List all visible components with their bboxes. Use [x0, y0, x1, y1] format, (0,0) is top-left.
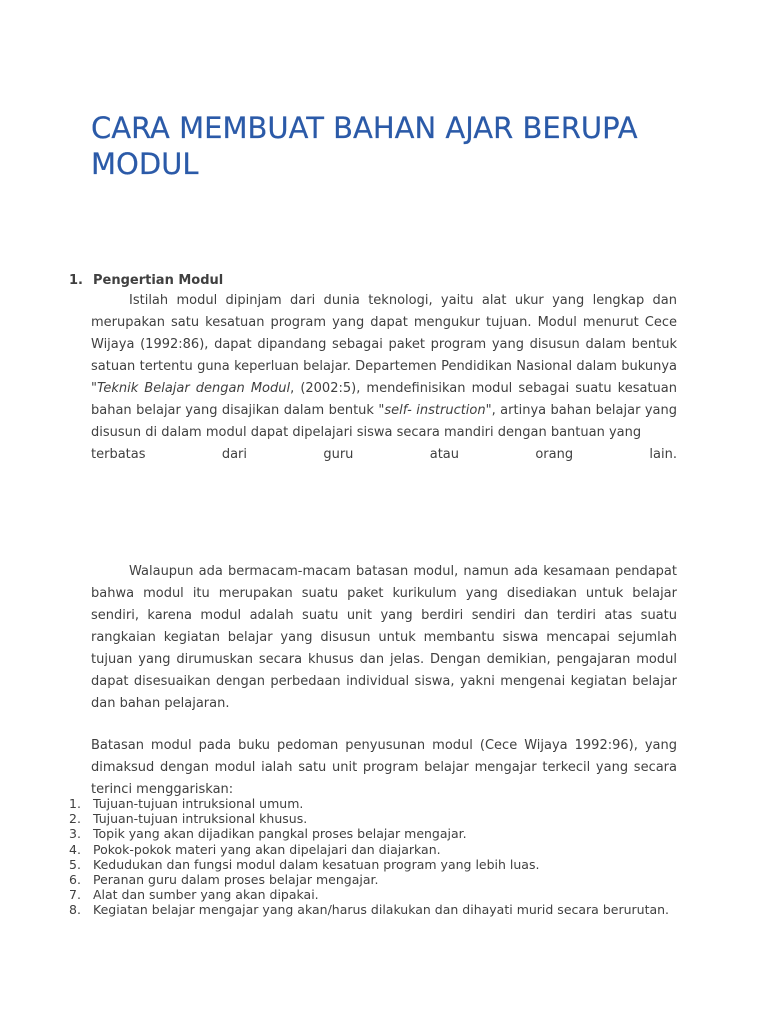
- list-item: 5. Kedudukan dan fungsi modul dalam kesatuan program yang lebih luas.: [69, 856, 540, 872]
- paragraph1-part1: Istilah modul dipinjam dari dunia teknologi, yaitu alat ukur yang lengkap dan merupakan satu kesatuan program yang dapat mengukur tujuan. Modul menurut Cece Wijaya (1992:86), dapat dipandang sebagai paket program yang disusun dalam bentuk satuan tertentu guna keperluan belajar. Departemen Pendidikan Nasional dalam bukunya ": [91, 293, 677, 396]
- document-title: CARA MEMBUAT BAHAN AJAR BERUPA MODUL: [91, 111, 638, 181]
- section-title: Pengertian Modul: [93, 273, 224, 288]
- list-item: 6. Peranan guru dalam proses belajar mengajar.: [69, 872, 379, 888]
- list-item: 8. Kegiatan belajar mengajar yang akan/harus dilakukan dan dihayati murid secara berurutan.: [69, 902, 670, 918]
- paragraph2-text: Walaupun ada bermacam-macam batasan modul, namun ada kesamaan pendapat bahwa modul itu merupakan suatu paket kurikulum yang disediakan untuk belajar sendiri, karena modul adalah suatu unit yang berdiri sendiri dan terdiri atas suatu rangkaian kegiatan belajar yang disusun untuk membantu siswa mencapai sejumlah tujuan yang dirumuskan secara khusus dan jelas. Dengan demikian, pengajaran modul dapat disesuaikan dengan perbedaan individual siswa, yakni mengenai kegiatan belajar dan bahan pelajaran.: [91, 564, 677, 711]
- paragraph1-book-title: Teknik Belajar dengan Modul: [96, 381, 291, 396]
- paragraph1-term: self- instruction: [384, 403, 486, 418]
- paragraph1-last-line: terbatas dari guru atau orang lain.: [91, 447, 677, 462]
- list-item: 7. Alat dan sumber yang akan dipakai.: [69, 887, 319, 903]
- paragraph1-part2: , (2002:5), mendefinisikan modul sebagai suatu kesatuan bahan belajar yang disajikan dalam bentuk ": [91, 381, 678, 418]
- section-number: 1.: [69, 273, 83, 288]
- paragraph-definition: [91, 290, 677, 466]
- paragraph-variations: [91, 561, 677, 715]
- section-heading: [69, 271, 223, 291]
- list-item: 4. Pokok-pokok materi yang akan dipelajari dan diajarkan.: [69, 841, 441, 857]
- list-item: 2. Tujuan-tujuan intruksional khusus.: [69, 811, 308, 827]
- list-item: 1. Tujuan-tujuan intruksional umum.: [69, 796, 304, 811]
- list-item: 3. Topik yang akan dijadikan pangkal proses belajar mengajar.: [69, 826, 467, 842]
- paragraph1-part3: ", artinya bahan belajar yang disusun di dalam modul dapat dipelajari siswa secara mandiri dengan bantuan yang: [91, 403, 678, 440]
- module-components-list: [69, 796, 689, 918]
- paragraph-limits: Batasan modul pada buku pedoman penyusunan modul (Cece Wijaya 1992:96), yang dimaksud dengan modul ialah satu unit program belajar mengajar terkecil yang secara terinci menggariskan:: [91, 738, 677, 797]
